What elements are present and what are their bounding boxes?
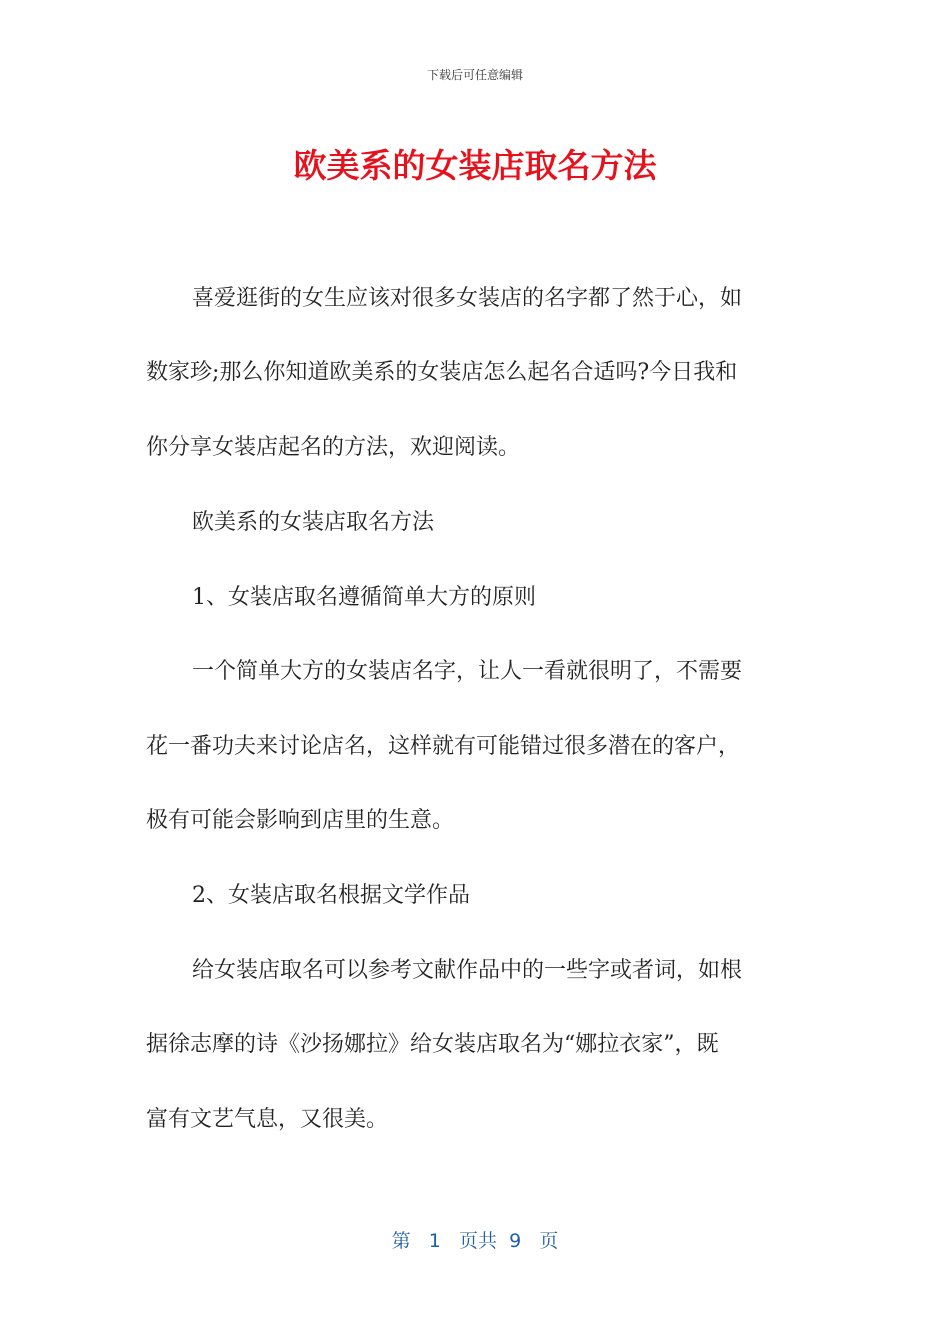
body-line: 花一番功夫来讨论店名，这样就有可能错过很多潜在的客户， (146, 734, 741, 759)
footer-prefix: 第 (391, 1230, 411, 1252)
body-line: 喜爱逛街的女生应该对很多女装店的名字都了然于心，如 (192, 286, 743, 311)
body-line: 一个简单大方的女装店名字，让人一看就很明了，不需要 (192, 659, 743, 684)
page-footer (0, 1226, 950, 1253)
footer-page-number: 1 (428, 1230, 441, 1252)
body-line: 你分享女装店起名的方法，欢迎阅读。 (146, 435, 521, 460)
body-line: 欧美系的女装店取名方法 (192, 510, 435, 535)
body-line: 极有可能会影响到店里的生意。 (146, 808, 455, 833)
body-line: 1、女装店取名遵循简单大方的原则 (192, 585, 536, 610)
body-line: 2、女装店取名根据文学作品 (192, 883, 470, 908)
footer-suffix: 页 (539, 1230, 559, 1252)
body-line: 据徐志摩的诗《沙扬娜拉》给女装店取名为“娜拉衣家”，既 (146, 1032, 719, 1057)
body-line: 富有文艺气息，又很美。 (146, 1107, 389, 1132)
header-note: 下载后可任意编辑 (426, 68, 523, 82)
footer-mid: 页共 (459, 1230, 498, 1252)
body-line: 数家珍;那么你知道欧美系的女装店怎么起名合适吗?今日我和 (146, 360, 738, 385)
body-line: 给女装店取名可以参考文献作品中的一些字或者词，如根 (192, 958, 743, 983)
footer-total-pages: 9 (509, 1230, 522, 1252)
document-title: 欧美系的女装店取名方法 (293, 146, 657, 185)
